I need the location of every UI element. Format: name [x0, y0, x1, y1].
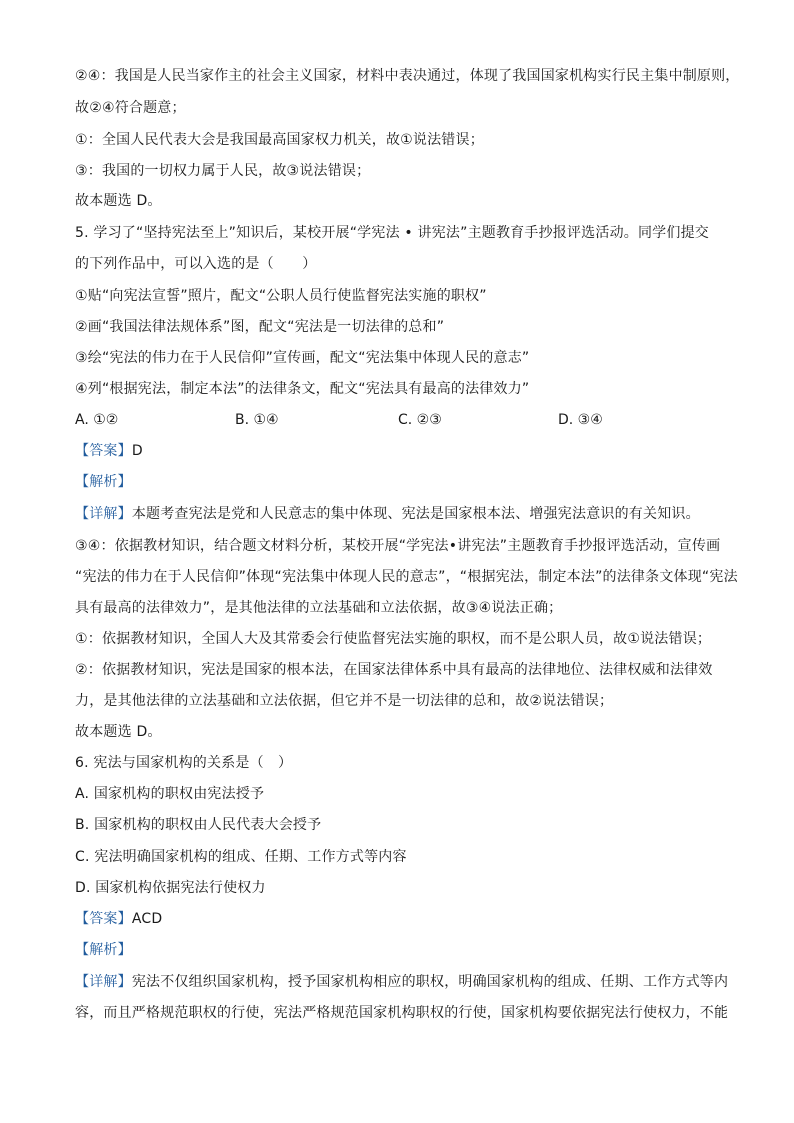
text-line: “宪法的伟力在于人民信仰”体现“宪法集中体现人民的意志”，“根据宪法，制定本法”的法律条文体现“宪法 — [75, 569, 738, 585]
answer-value: ACD — [131, 911, 163, 927]
q5-answer — [75, 441, 143, 461]
q5-statement-4: ④列“根据宪法，制定本法”的法律条文，配文“宪法具有最高的法律效力” — [75, 381, 530, 397]
q5-analysis — [75, 472, 132, 492]
q5-option-b: B. ①④ — [235, 412, 279, 428]
q6-detail — [75, 972, 728, 992]
q6-option-d: D. 国家机构依据宪法行使权力 — [75, 880, 266, 896]
text-line: ③④：依据教材知识，结合题文材料分析，某校开展“学宪法•讲宪法”主题教育手抄报评选活动，宣传画 — [75, 538, 721, 554]
q5-option-a: A. ①② — [75, 412, 119, 428]
q5-statement-1: ①贴“向宪法宣誓”照片，配文“公职人员行使监督宪法实施的职权” — [75, 288, 487, 304]
detail-tag: 【详解】 — [75, 506, 132, 522]
q6-option-c: C. 宪法明确国家机构的组成、任期、工作方式等内容 — [75, 849, 407, 865]
text-line: ①：全国人民代表大会是我国最高国家权力机关，故①说法错误； — [75, 132, 484, 148]
text-line: 故本题选 D。 — [75, 193, 162, 209]
q6-option-a: A. 国家机构的职权由宪法授予 — [75, 786, 265, 802]
answer-tag: 【答案】 — [75, 911, 132, 927]
q5-statement-2: ②画“我国法律法规体系”图，配文“宪法是一切法律的总和” — [75, 319, 445, 335]
question-5-stem: 5. 学习了“坚持宪法至上”知识后，某校开展“学宪法 • 讲宪法”主题教育手抄报评选活动。同学们提交 — [75, 225, 709, 241]
answer-value: D — [131, 443, 143, 459]
q5-option-d: D. ③④ — [558, 412, 603, 428]
text-line: ②④：我国是人民当家作主的社会主义国家，材料中表决通过，体现了我国国家机构实行民主集中制原则， — [75, 68, 740, 84]
text-line: 容，而且严格规范职权的行使，宪法严格规范国家机构职权的行使，国家机构要依据宪法行使权力，不能 — [75, 1005, 729, 1021]
q6-option-b: B. 国家机构的职权由人民代表大会授予 — [75, 817, 322, 833]
question-5-stem-cont: 的下列作品中，可以入选的是（ ） — [75, 256, 317, 272]
q6-analysis — [75, 940, 132, 960]
analysis-tag: 【解析】 — [75, 942, 132, 958]
detail-tag: 【详解】 — [75, 974, 132, 990]
answer-tag: 【答案】 — [75, 443, 132, 459]
text-line: ①：依据教材知识，全国人大及其常委会行使监督宪法实施的职权，而不是公职人员，故①说法错误； — [75, 631, 712, 647]
text-line: 具有最高的法律效力”，是其他法律的立法基础和立法依据，故③④说法正确； — [75, 600, 563, 616]
text-line: 故本题选 D。 — [75, 724, 162, 740]
detail-text: 宪法不仅组织国家机构，授予国家机构相应的职权，明确国家机构的组成、任期、工作方式等内 — [131, 974, 729, 990]
text-line: 故②④符合题意； — [75, 100, 186, 116]
analysis-tag: 【解析】 — [75, 474, 132, 490]
text-line: 力，是其他法律的立法基础和立法依据，但它并不是一切法律的总和，故②说法错误； — [75, 693, 614, 709]
detail-text: 本题考查宪法是党和人民意志的集中体现、宪法是国家根本法、增强宪法意识的有关知识。 — [131, 506, 700, 522]
q5-option-c: C. ②③ — [398, 412, 442, 428]
text-line: ③：我国的一切权力属于人民，故③说法错误； — [75, 163, 371, 179]
text-line: ②：依据教材知识，宪法是国家的根本法，在国家法律体系中具有最高的法律地位、法律权威和法律效 — [75, 662, 713, 678]
q6-answer — [75, 909, 162, 929]
question-6-stem: 6. 宪法与国家机构的关系是（ ） — [75, 755, 293, 771]
q5-detail — [75, 504, 700, 524]
q5-statement-3: ③绘“宪法的伟力在于人民信仰”宣传画，配文“宪法集中体现人民的意志” — [75, 350, 530, 366]
